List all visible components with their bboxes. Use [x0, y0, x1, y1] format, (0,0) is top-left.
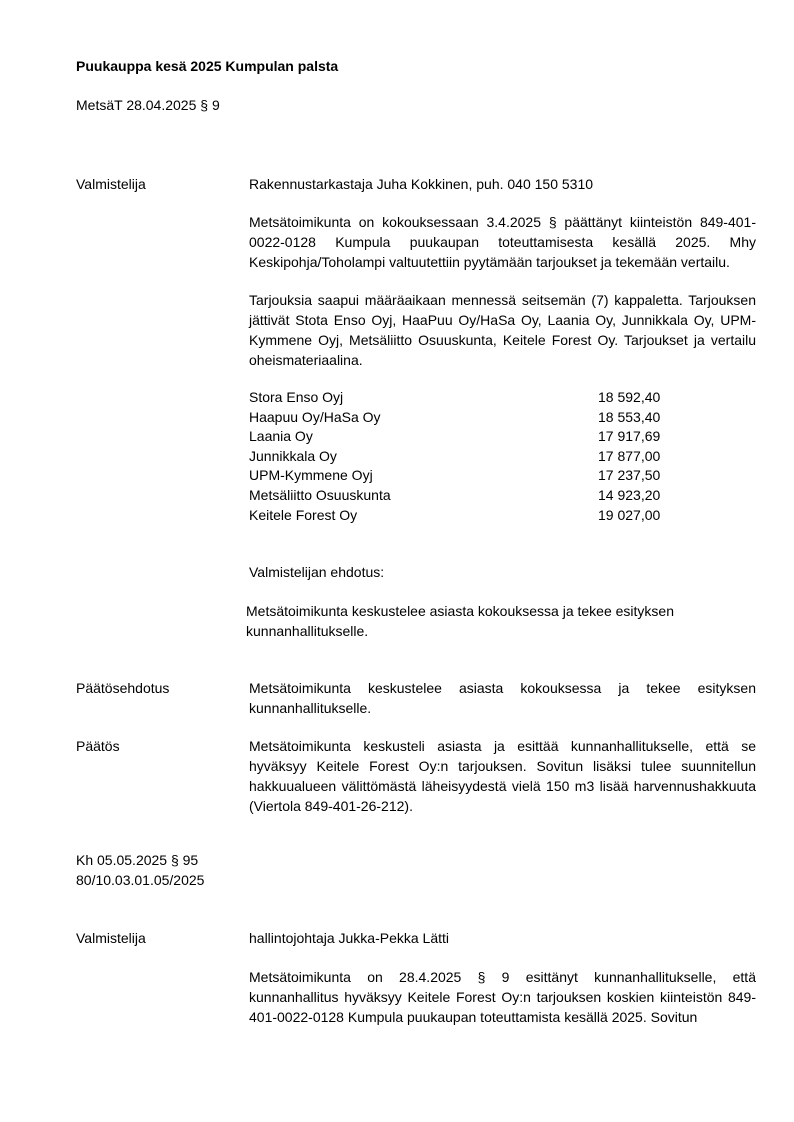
offer-row — [249, 387, 669, 407]
offer-bidder: Laania Oy — [249, 428, 313, 445]
offer-row — [249, 446, 669, 466]
label-paatosehdotus: Päätösehdotus — [76, 680, 170, 696]
valmistelija-name: Rakennustarkastaja Juha Kokkinen, puh. 040 150 5310 — [249, 176, 594, 192]
document-title: Puukauppa kesä 2025 Kumpulan palsta — [76, 58, 339, 74]
offer-bidder: Metsäliitto Osuuskunta — [249, 487, 391, 503]
paragraph-kh-background: Metsätoimikunta on 28.4.2025 § 9 esittänyt kunnanhallitukselle, että kunnanhallitus hyväksyy Keitele Forest Oy:n tarjouksen koskien kiinteistön 849-401-0022-0128 Kumpula puukaupan toteuttamista kesällä 2025. Sovitun — [249, 969, 756, 1025]
label-valmistelija: Valmistelija — [76, 176, 146, 192]
offer-amount: 18 553,40 — [598, 408, 661, 425]
offer-row — [249, 465, 669, 485]
paatosehdotus-text: Metsätoimikunta keskustelee asiasta kokouksessa ja tekee esityksen kunnanhallitukselle. — [249, 680, 756, 716]
offer-row — [249, 407, 669, 427]
offer-amount: 14 923,20 — [598, 487, 661, 503]
label-valmistelija-2: Valmistelija — [76, 930, 146, 946]
label-paatos: Päätös — [76, 738, 120, 754]
offer-row — [249, 426, 669, 446]
offer-bidder: Keitele Forest Oy — [249, 506, 358, 523]
offer-amount: 18 592,40 — [598, 389, 661, 405]
offer-amount: 17 877,00 — [598, 447, 661, 464]
paragraph-offers-received: Tarjouksia saapui määräaikaan mennessä seitsemän (7) kappaletta. Tarjouksen jättivät Stota Enso Oyj, HaaPuu Oy/HaSa Oy, Laania Oy, Junnikkala Oy, UPM-Kymmene Oyj, Metsäliitto Osuuskunta, Keitele Forest Oy. Tarjoukset ja vertailu oheismateriaalina. — [249, 292, 756, 368]
offer-bidder: UPM-Kymmene Oyj — [249, 467, 373, 484]
proposal-text: Metsätoimikunta keskustelee asiasta kokouksessa ja tekee esityksen kunnanhallitukselle. — [246, 603, 674, 639]
offer-bidder: Stora Enso Oyj — [249, 389, 344, 405]
offer-bidder: Junnikkala Oy — [249, 447, 337, 464]
proposal-heading: Valmistelijan ehdotus: — [249, 564, 385, 580]
valmistelija-name-2: hallintojohtaja Jukka-Pekka Lätti — [249, 930, 450, 946]
offer-amount: 19 027,00 — [598, 506, 661, 523]
paragraph-background: Metsätoimikunta on kokouksessaan 3.4.2025 § päättänyt kiinteistön 849-401-0022-0128 Kumpula puukaupan toteuttamisesta kesällä 2025. Mhy Keskipohja/Toholampi valtuutettiin pyytämään tarjoukset ja tekemään vertailu. — [249, 214, 756, 270]
paatos-text: Metsätoimikunta keskusteli asiasta ja esittää kunnanhallitukselle, että se hyväksyy Keitele Forest Oy:n tarjouksen. Sovitun lisäksi tulee suunnitellun hakkuualueen välittömästä läheisyydestä vielä 150 m3 lisää harvennushakkuuta (Viertola 849-401-26-212). — [249, 738, 756, 814]
offer-amount: 17 917,69 — [598, 428, 661, 445]
offer-row — [249, 485, 669, 505]
record-number: 80/10.03.01.05/2025 — [76, 872, 205, 888]
offer-row — [249, 505, 669, 525]
offer-bidder: Haapuu Oy/HaSa Oy — [249, 408, 381, 425]
meeting-reference-kh: Kh 05.05.2025 § 95 — [76, 852, 199, 868]
meeting-reference: MetsäT 28.04.2025 § 9 — [76, 97, 220, 113]
offer-amount: 17 237,50 — [598, 467, 661, 484]
